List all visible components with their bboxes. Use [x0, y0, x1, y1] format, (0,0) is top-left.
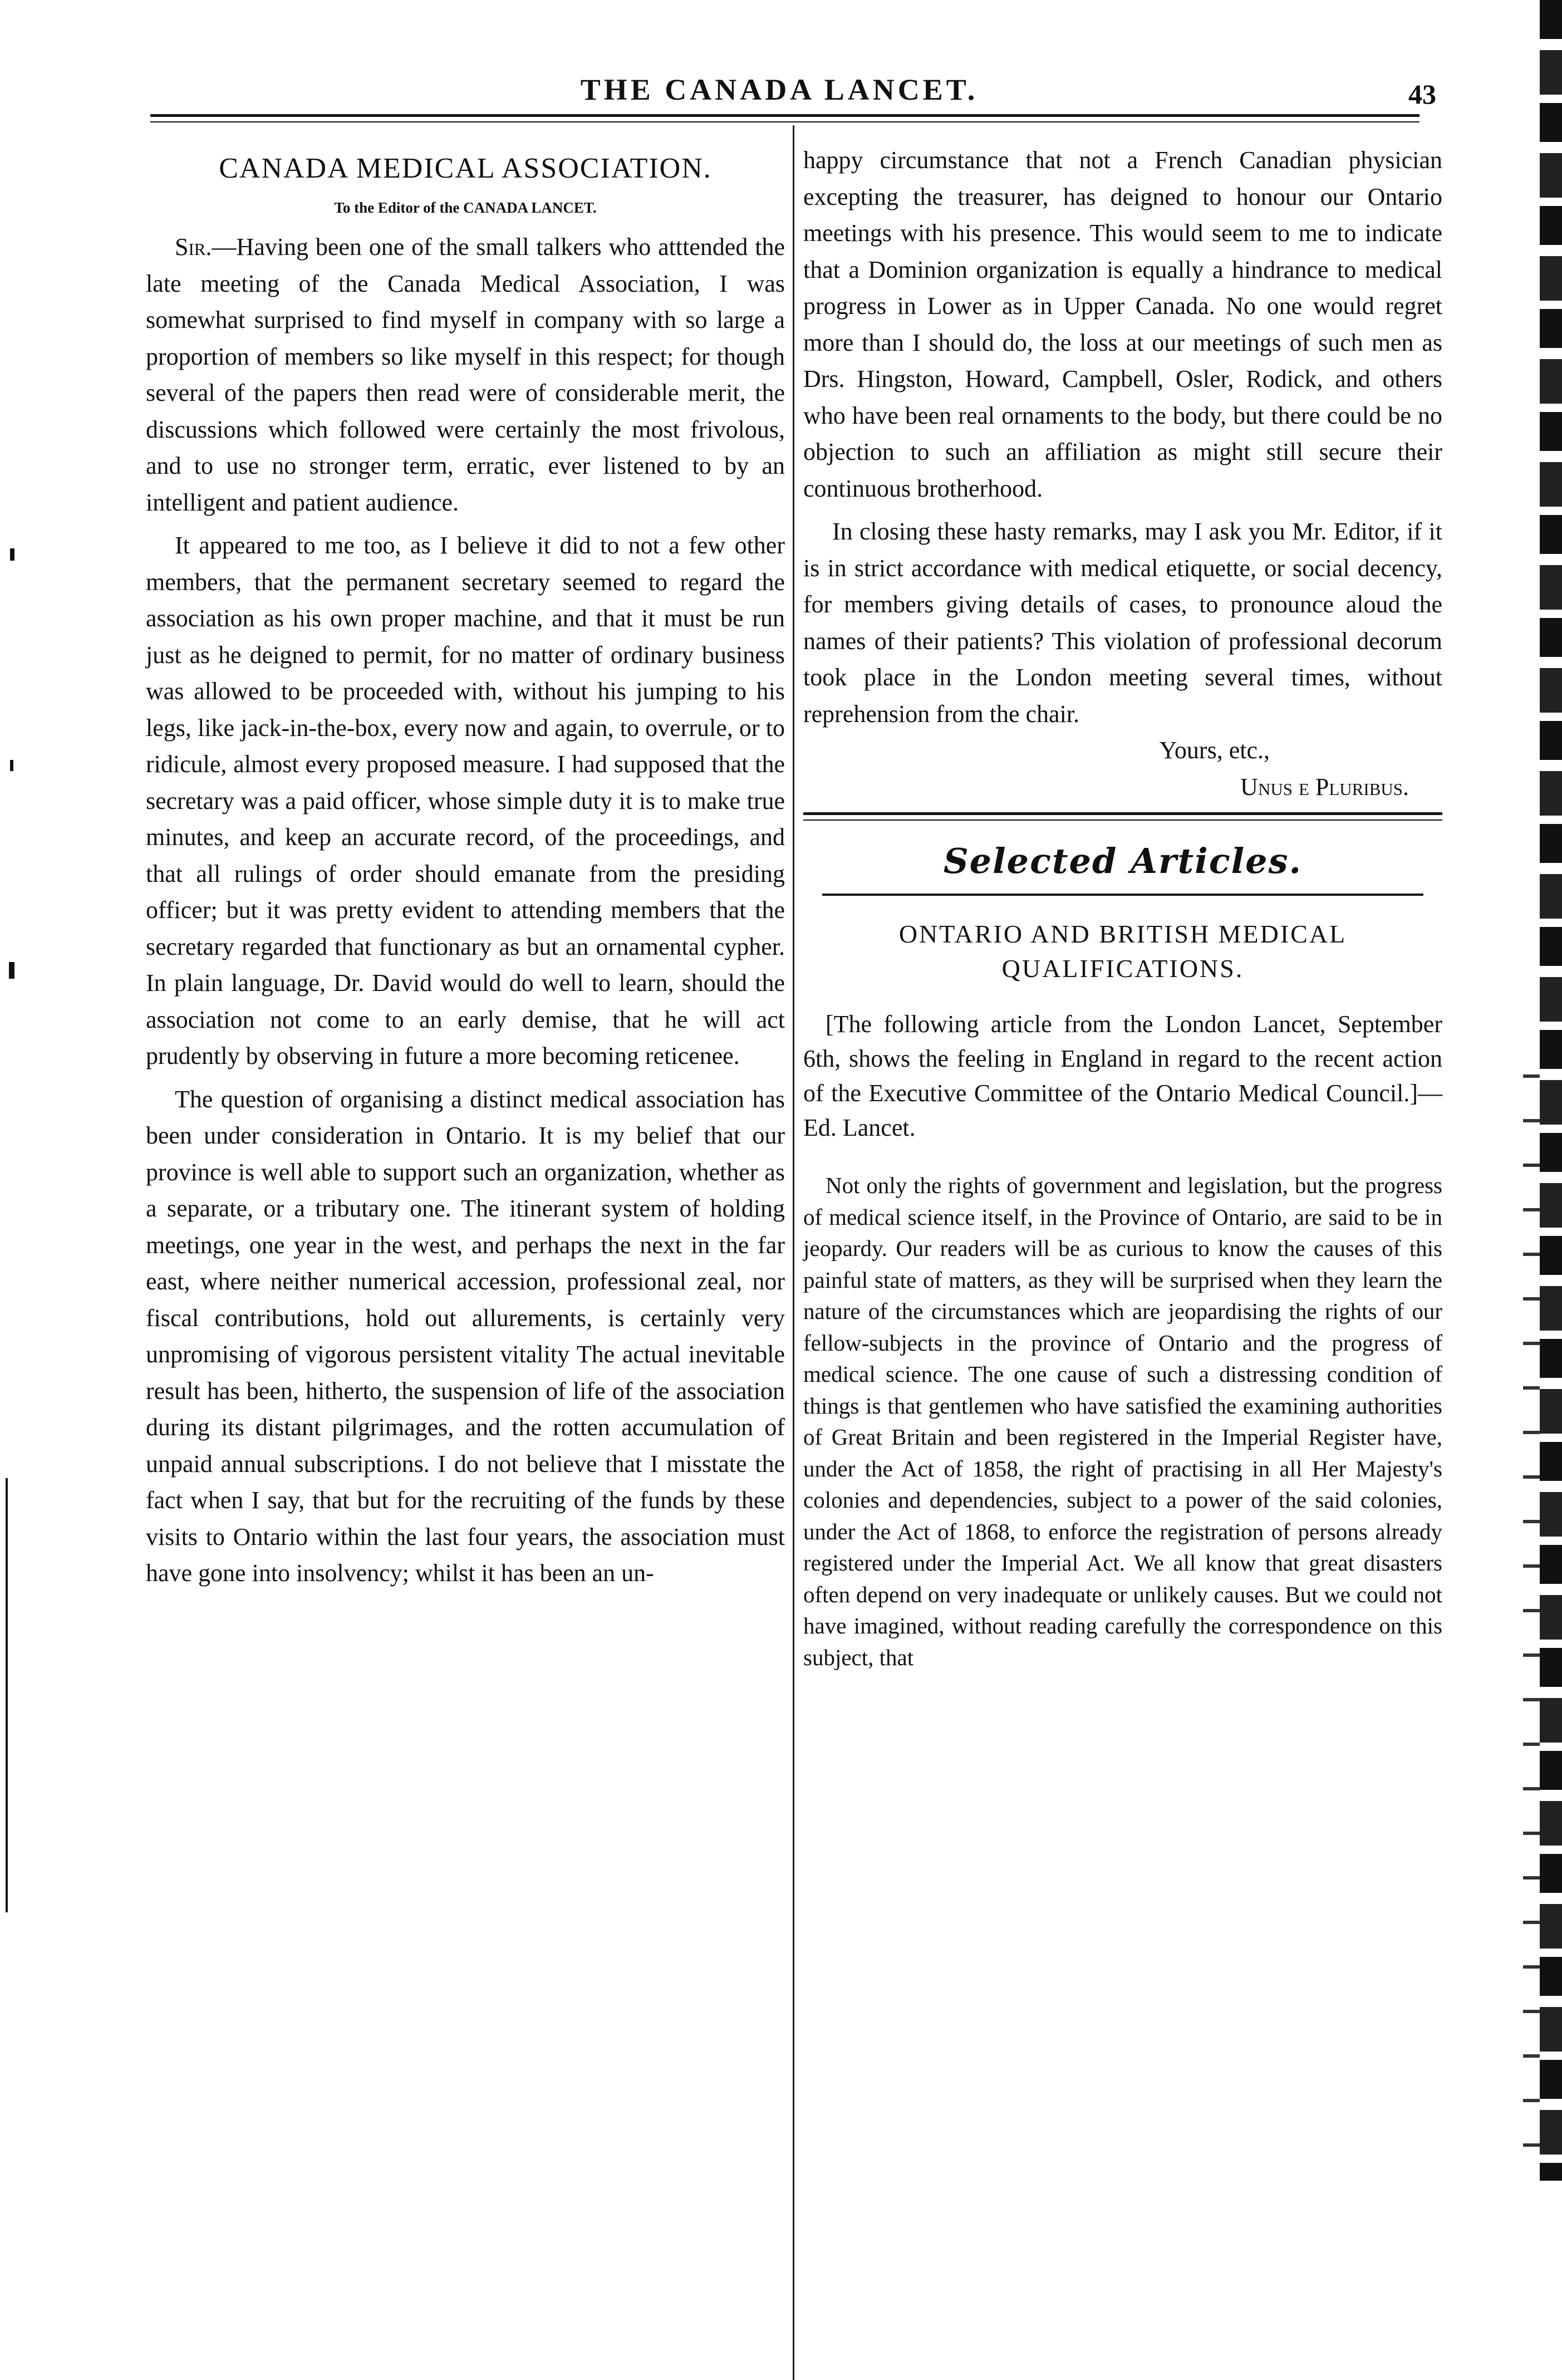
- header-rule: [150, 114, 1419, 117]
- scan-mark: [6, 1478, 8, 1912]
- salutation: Sir.: [175, 233, 212, 261]
- section-rule: [803, 812, 1442, 815]
- left-column: [146, 142, 785, 1592]
- letter-paragraph: The question of organising a distinct medical association has been under consideration in Ontario. It is my belief that our province is well able to support such an organization, whether as a separate, or a tributary one. The itinerant system of holding meetings, one year in the west, and perhaps the next in the far east, where neither numerical accession, professional zeal, nor fiscal contributions, hold out allurements, is certainly very unpromising of vigorous persistent vitality The actual inevitable result has been, hitherto, the suspension of life of the association during its distant pilgrimages, and the rotten accumulation of unpaid annual subscriptions. I do not believe that I misstate the fact when I say, that but for the recruiting of the funds by these visits to Ontario within the last four years, the association must have gone into insolvency; whilst it has been an un-: [146, 1085, 785, 1587]
- scan-mark: [10, 760, 13, 771]
- header-rule-thin: [150, 121, 1419, 122]
- letter-paragraph: It appeared to me too, as I believe it did to not a few other members, that the permanent secretary seemed to regard the association as his own proper machine, and that it must be run just as he deigned to permit, for no matter of ordinary business was allowed to be proceeded with, without his jumping to his legs, like jack-in-the-box, every now and again, to overrule, or to ridicule, almost every proposed measure. I had supposed that the secretary was a paid officer, whose simple duty it is to make true minutes, and keep an accurate record, of the proceedings, and that all rulings of order should emanate from the presiding officer; but it was pretty evident to attending members that the secretary regarded that functionary as but an ornamental cypher. In plain language, Dr. David would do well to learn, should the association not come to an early demise, that he will act prudently by observing in future a more becoming reticenee.: [146, 532, 785, 1069]
- running-head: THE CANADA LANCET.: [580, 73, 979, 106]
- article-title-line: QUALIFICATIONS.: [1001, 954, 1244, 983]
- scan-mark: [9, 962, 14, 979]
- article-title: [803, 917, 1442, 986]
- letter-closing: Yours, etc.,: [1159, 737, 1270, 764]
- letter-paragraph: happy circumstance that not a French Canadian physician excepting the treasurer, has deigned to honour our Ontario meetings with his presence. This would seem to me to indicate that a Dominion organization is equally a hindrance to medical progress in Lower as in Upper Canada. No one would regret more than I should do, the loss at our meetings of such men as Drs. Hingston, Howard, Campbell, Osler, Rodick, and others who have been real ornaments to the body, but there could be no objection to such an affiliation as might still secure their continuous brotherhood.: [803, 146, 1442, 502]
- letter-title: CANADA MEDICAL ASSOCIATION.: [219, 153, 712, 184]
- article-intro: [The following article from the London Lancet, September 6th, shows the feeling in England in regard to the recent action of the Executive Committee of the Ontario Medical Council.]—Ed. Lancet.: [803, 1010, 1442, 1141]
- article-body: Not only the rights of government and legislation, but the progress of medical science itself, in the Province of Ontario, are said to be in jeopardy. Our readers will be as curious to know the causes of this painful state of matters, as they will be surprised when they learn the nature of the circumstances which are jeopardising the rights of our fellow-subjects in the province of Ontario and the progress of medical science. The one cause of such a distressing condition of things is that gentlemen who have satisfied the examining authorities of Great Britain and been registered in the Imperial Register have, under the Act of 1858, the right of practising in all Her Majesty's colonies and dependencies, subject to a power of the said colonies, under the Act of 1868, to enforce the registration of persons already registered under the Imperial Act. We all know that great disasters often depend on very inadequate or unlikely causes. But we could not have imagined, without reading carefully the correspondence on this subject, that: [803, 1172, 1442, 1670]
- section-heading: Selected Articles.: [943, 841, 1303, 881]
- section-rule-thin: [803, 819, 1442, 821]
- scan-mark: [10, 548, 14, 561]
- page-number: 43: [1408, 78, 1436, 110]
- section-underline: [822, 894, 1423, 896]
- article-title-line: ONTARIO AND BRITISH MEDICAL: [898, 920, 1347, 948]
- column-divider: [793, 125, 794, 2380]
- letter-paragraph: Sir.—Having been one of the small talkers who atttended the late meeting of the Canada Medical Association, I was somewhat surprised to find myself in company with so large a proportion of members so like myself in this respect; for though several of the papers then read were of considerable merit, the discussions which followed were certainly the most frivolous, and to use no stronger term, erratic, ever listened to by an intelligent and patient audience.: [146, 233, 785, 516]
- letter-address: To the Editor of the CANADA LANCET.: [334, 199, 597, 216]
- right-column: [803, 142, 1442, 1696]
- scan-edge: [1540, 0, 1562, 2181]
- letter-paragraph: In closing these hasty remarks, may I ask you Mr. Editor, if it is in strict accordance with medical etiquette, or social decency, for members giving details of cases, to pronounce aloud the names of their patients? This violation of professional decorum took place in the London meeting several times, without reprehension from the chair.: [803, 518, 1442, 728]
- letter-signature: Unus e Pluribus.: [1240, 773, 1409, 801]
- scan-edge-inner: [1523, 1058, 1540, 2181]
